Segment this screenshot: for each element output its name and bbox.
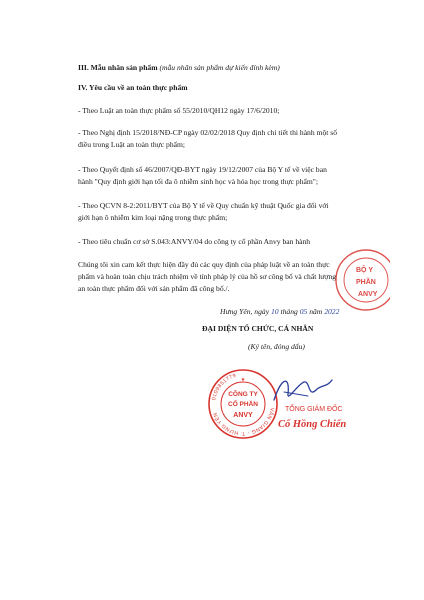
stamp-line-2: CỔ PHẦN xyxy=(228,401,258,408)
signer-position: TỔNG GIÁM ĐỐC xyxy=(285,406,343,413)
svg-text:★: ★ xyxy=(240,377,246,383)
requirement-item-4-line1: - Theo QCVN 8-2:2011/BYT của Bộ Y tế về Quy chuẩn kỹ thuật Quốc gia đối với xyxy=(78,201,329,210)
signer-name: Cổ Hồng Chiến xyxy=(278,419,347,430)
stamp-ring-code: 0109851779 xyxy=(211,372,238,401)
section4-heading: IV. Yêu cầu về an toàn thực phẩm xyxy=(78,83,188,92)
side-stamp-text-3: ANVY xyxy=(358,291,378,298)
date-place: Hưng Yên, ngày xyxy=(220,307,270,316)
commitment-line-1: Chúng tôi xin cam kết thực hiện đầy đủ các quy định của pháp luật về an toàn thực xyxy=(78,260,330,269)
commitment-line-3: an toàn thực phẩm đối với sản phẩm đã công bố./. xyxy=(78,284,230,293)
section3-line xyxy=(78,63,280,73)
side-stamp-text-1: BỘ Y xyxy=(356,267,373,274)
representative-title: ĐẠI DIỆN TỔ CHỨC, CÁ NHÂN xyxy=(202,324,314,333)
requirement-item-3-line2: hành "Quy định giới hạn tối đa ô nhiễm sinh học và hóa học trong thực phẩm"; xyxy=(78,177,318,186)
requirement-item-3-line1: - Theo Quyết định số 46/2007/QĐ-BYT ngày 19/12/2007 của Bộ Y tế về việc ban xyxy=(78,165,327,174)
date-year-label: năm xyxy=(309,307,323,316)
stamp-ring-text: VĂN GIANG - T. HƯNG YÊN xyxy=(212,407,275,437)
date-year: 2022 xyxy=(324,307,340,316)
side-company-stamp xyxy=(322,246,390,314)
signature-date xyxy=(220,307,339,317)
requirement-item-4-line2: giới hạn ô nhiễm kim loại nặng trong thực phẩm; xyxy=(78,213,228,222)
signature-note: (Ký tên, đóng dấu) xyxy=(248,342,305,351)
stamp-line-3: ANVY xyxy=(233,412,253,419)
requirement-item-1: - Theo Luật an toàn thực phẩm số 55/2010/QH12 ngày 17/6/2010; xyxy=(78,106,280,115)
requirement-item-5: - Theo tiêu chuẩn cơ sở S.043:ANVY/04 do công ty cổ phần Anvy ban hành xyxy=(78,237,311,246)
date-day: 10 xyxy=(270,307,279,316)
commitment-line-2: phẩm và hoàn toàn chịu trách nhiệm về tính pháp lý của hồ sơ công bố và chất lượng xyxy=(78,272,337,281)
date-month-label: tháng xyxy=(280,307,298,316)
signature-scribble xyxy=(268,372,338,408)
side-stamp-text-2: PHẦN xyxy=(356,279,376,286)
stamp-line-1: CÔNG TY xyxy=(228,391,258,398)
section3-heading: III. Mẫu nhãn sản phẩm xyxy=(78,63,158,72)
requirement-item-2-line1: - Theo Nghị định 15/2018/NĐ-CP ngày 02/02/2018 Quy định chi tiết thi hành một số xyxy=(78,128,338,137)
requirement-item-2-line2: điều trong Luật an toàn thực phẩm; xyxy=(78,140,186,149)
date-month: 05 xyxy=(299,307,308,316)
section3-note: (mẫu nhãn sản phẩm dự kiến đính kèm) xyxy=(159,63,280,72)
